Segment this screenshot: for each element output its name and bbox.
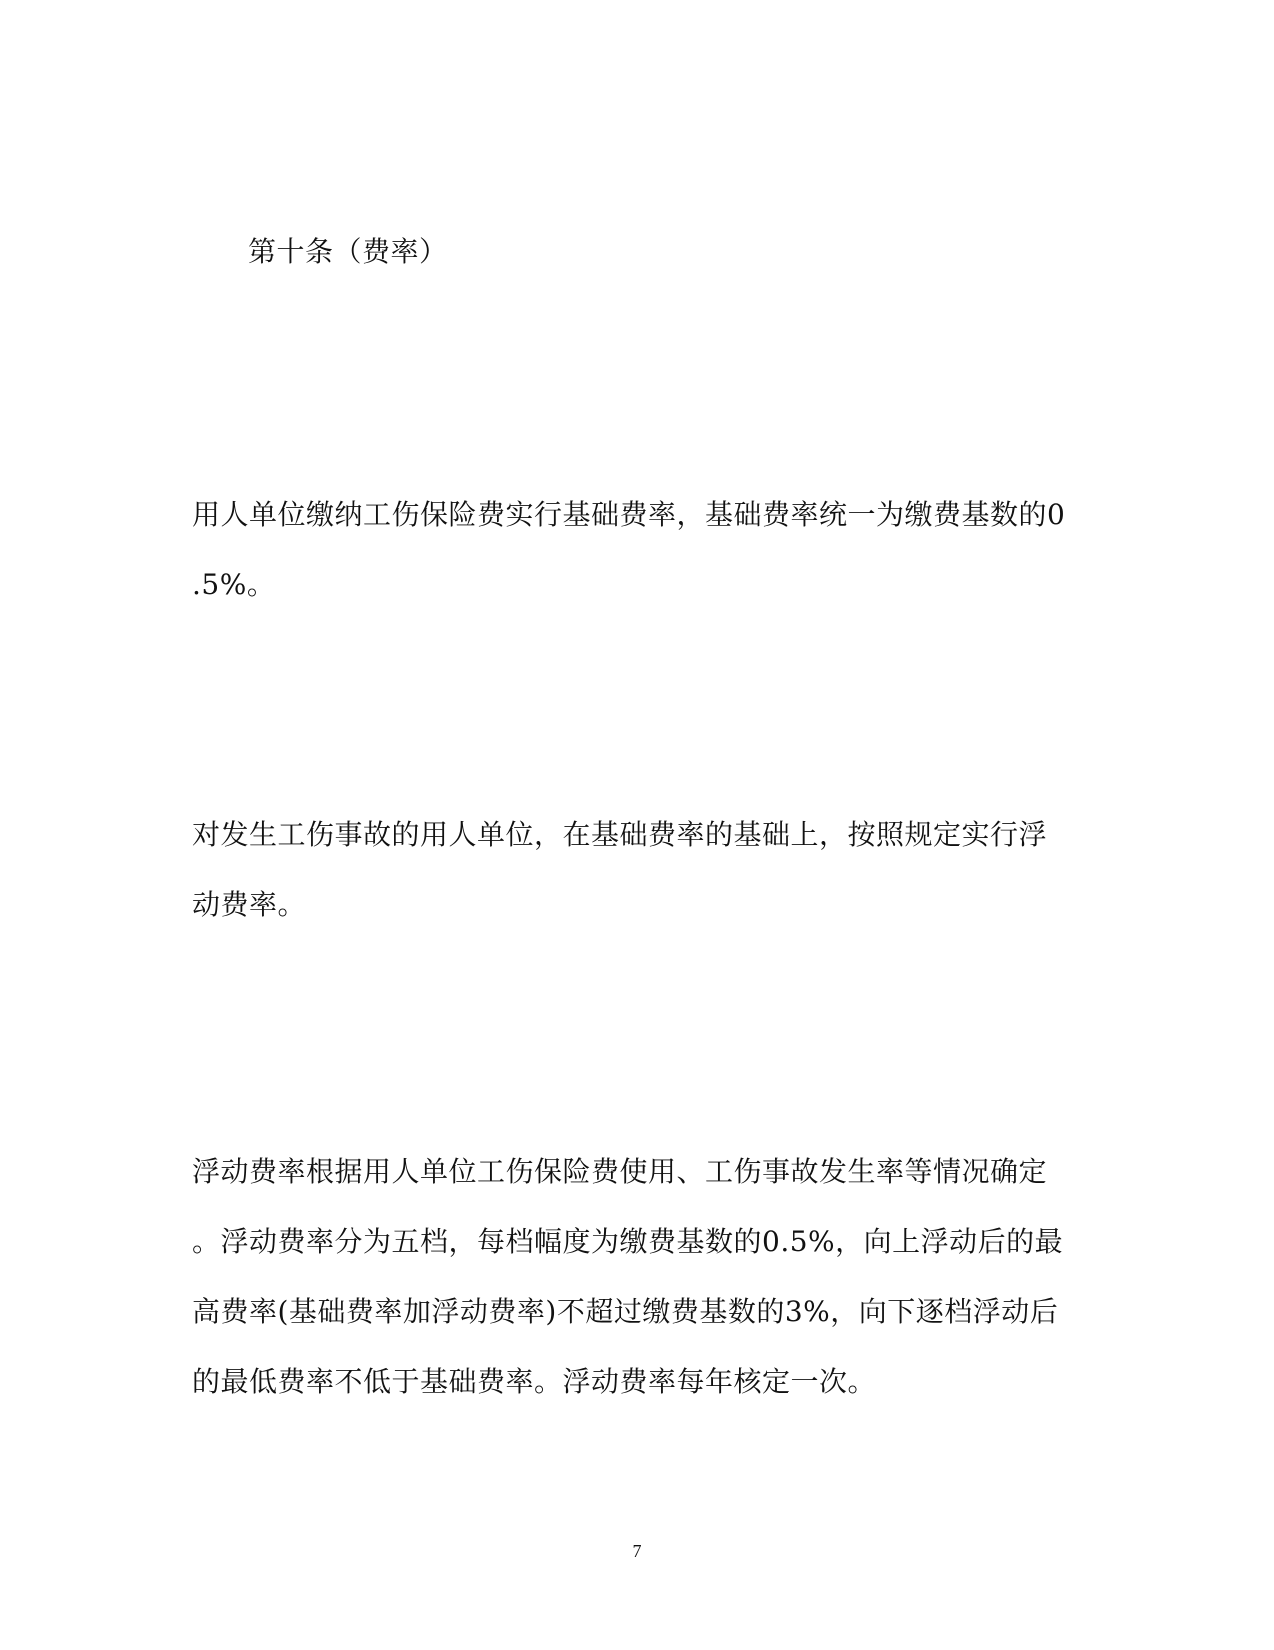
paragraph-line: .5%。 <box>192 568 276 601</box>
paragraph-line: 对发生工伤事故的用人单位，在基础费率的基础上，按照规定实行浮 <box>192 818 1048 851</box>
paragraph-line: 动费率。 <box>192 888 307 921</box>
paragraph-line: 。浮动费率分为五档，每档幅度为缴费基数的0.5%，向上浮动后的最 <box>192 1225 1064 1258</box>
paragraph-line: 的最低费率不低于基础费率。浮动费率每年核定一次。 <box>192 1365 877 1398</box>
paragraph-line: 高费率(基础费率加浮动费率)不超过缴费基数的3%，向下逐档浮动后 <box>192 1295 1059 1328</box>
paragraph-line: 用人单位缴纳工伤保险费实行基础费率，基础费率统一为缴费基数的0 <box>192 498 1066 531</box>
article-heading: 第十条（费率） <box>248 235 448 268</box>
page-number: 7 <box>632 1541 642 1561</box>
paragraph-line: 浮动费率根据用人单位工伤保险费使用、工伤事故发生率等情况确定 <box>192 1155 1048 1188</box>
